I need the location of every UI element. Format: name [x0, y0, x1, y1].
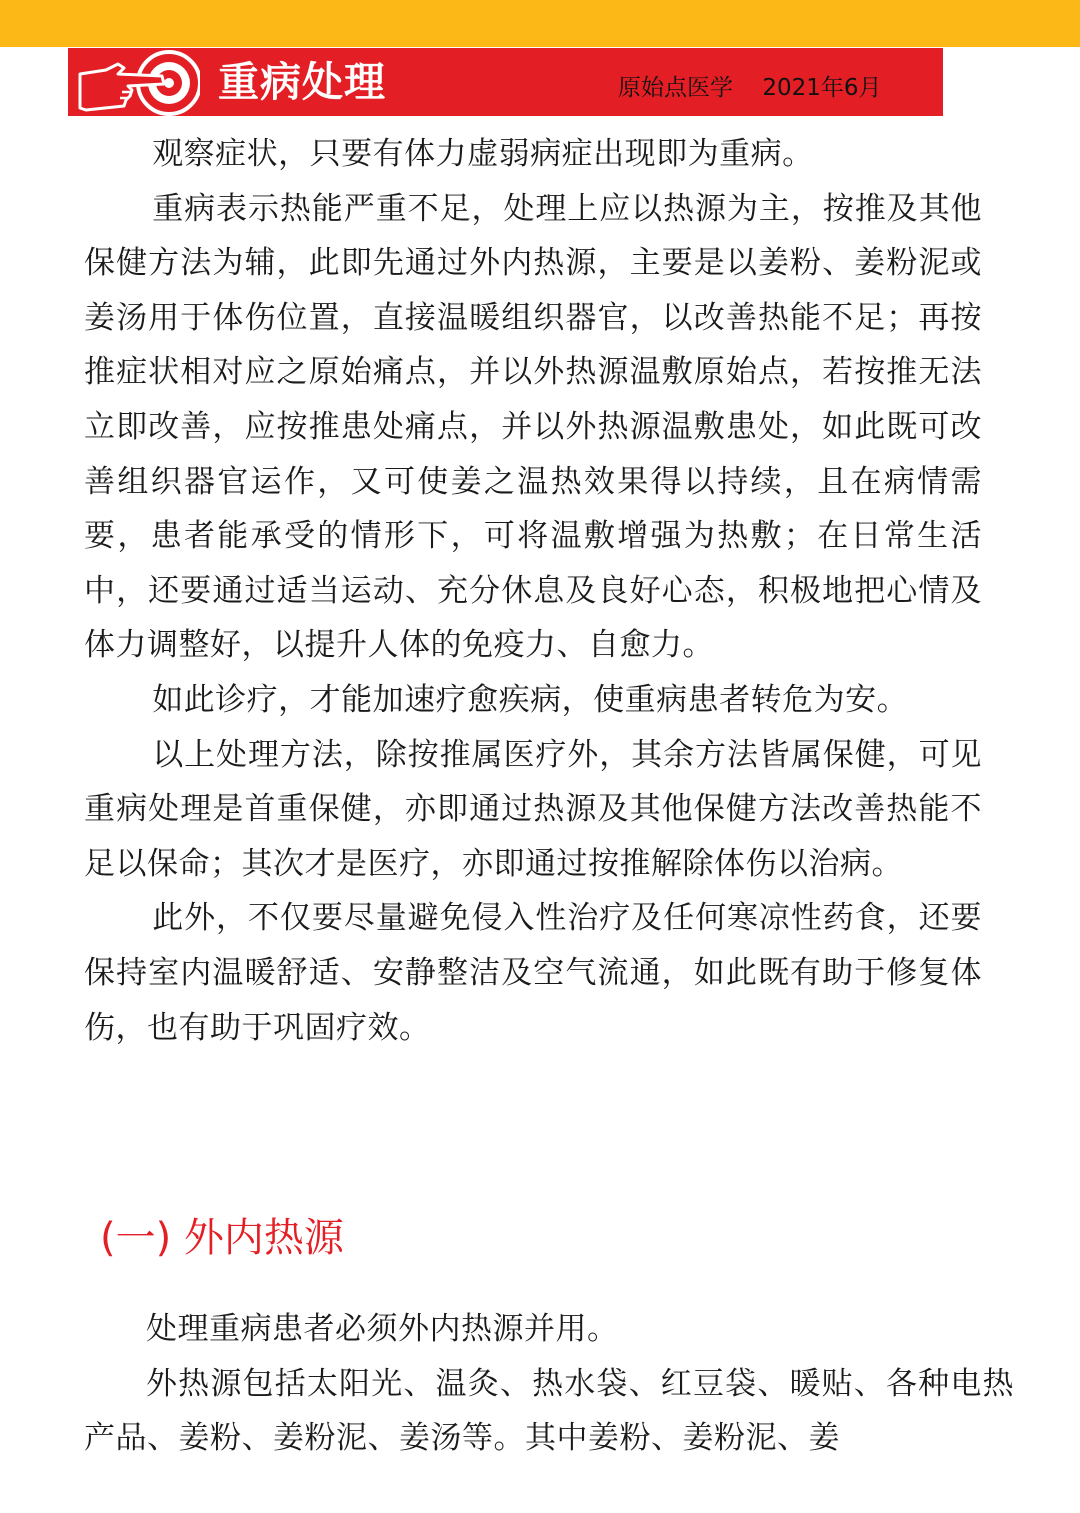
header-source-date	[618, 72, 881, 104]
paragraph: 如此诊疗，才能加速疗愈疾病，使重病患者转危为安。	[152, 681, 909, 718]
pointing-hand-target-icon	[66, 50, 200, 116]
paragraph: 观察症状，只要有体力虚弱病症出现即为重病。	[152, 136, 814, 172]
date-label: 2021年6月	[762, 75, 882, 101]
paragraph: 以上处理方法，除按推属医疗外，其余方法皆属保健，可见重病处理是首重保健，亦即通过热源及其他保健方法改善热能不足以保命；其次才是医疗，亦即通过按推解除体伤以治病。	[84, 736, 982, 882]
paragraph: 外热源包括太阳光、温灸、热水袋、红豆袋、暖贴、各种电热产品、姜粉、姜粉泥、姜汤等。其中姜粉、姜粉泥、姜	[84, 1365, 1014, 1457]
source-label: 原始点医学	[618, 75, 733, 101]
page-title: 重病处理	[218, 58, 386, 106]
paragraph: 此外，不仅要尽量避免侵入性治疗及任何寒凉性药食，还要保持室内温暖舒适、安静整洁及空气流通，如此既有助于修复体伤，也有助于巩固疗效。	[84, 900, 982, 1046]
section-heading: (一) 外内热源	[100, 1215, 344, 1261]
top-color-band	[0, 0, 1080, 47]
body-text	[84, 127, 982, 1055]
paragraph: 处理重病患者必须外内热源并用。	[146, 1311, 619, 1347]
paragraph: 重病表示热能严重不足，处理上应以热源为主，按推及其他保健方法为辅，此即先通过外内热源，主要是以姜粉、姜粉泥或姜汤用于体伤位置，直接温暖组织器官，以改善热能不足；再按推症状相对应之原始痛点，并以外热源温敷原始点，若按推无法立即改善，应按推患处痛点，并以外热源温敷患处，如此既可改善组织器官运作，又可使姜之温热效果得以持续，且在病情需要，患者能承受的情形下，可将温敷增强为热敷；在日常生活中，还要通过适当运动、充分休息及良好心态，积极地把心情及体力调整好，以提升人体的免疫力、自愈力。	[84, 190, 982, 664]
section-body	[84, 1302, 1014, 1466]
